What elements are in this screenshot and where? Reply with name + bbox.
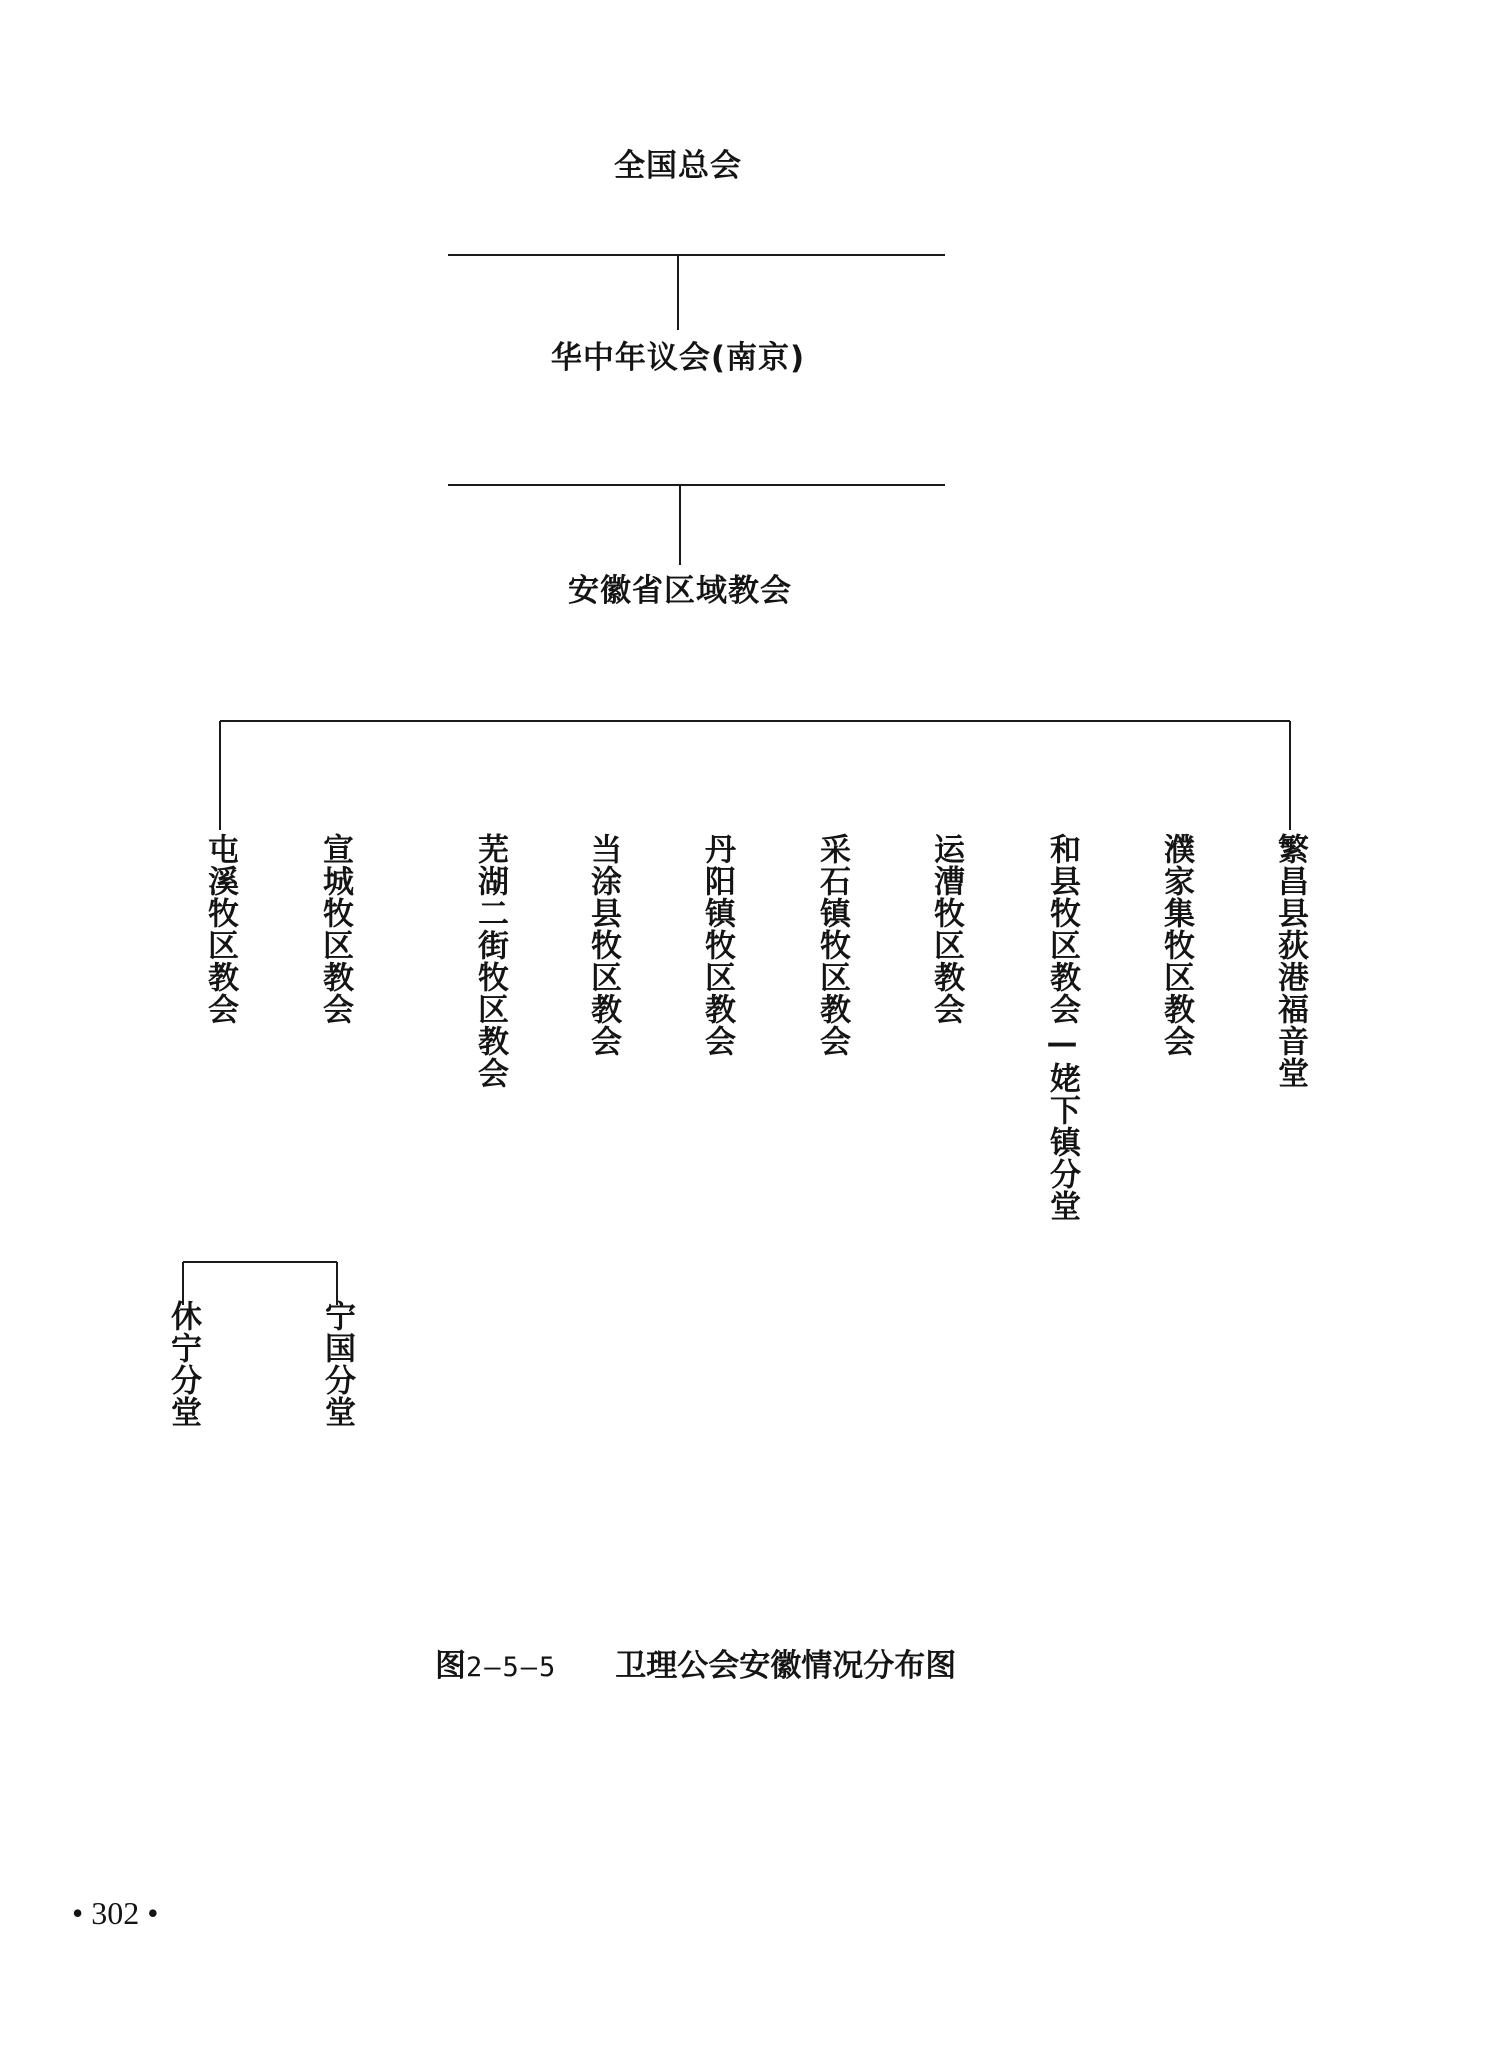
- node-branch-xiuning: 休宁分堂: [165, 1300, 201, 1428]
- node-parish-yuncao: 运漕牧区教会: [928, 833, 964, 1025]
- node-parish-fanchang: 繁昌县荻港福音堂: [1272, 833, 1308, 1089]
- node-parish-caishi: 采石镇牧区教会: [814, 833, 850, 1057]
- node-parish-tunxi: 屯溪牧区教会: [202, 833, 238, 1025]
- node-central-china-conference: 华中年议会(南京): [550, 340, 806, 376]
- node-national-conference: 全国总会: [614, 148, 742, 184]
- node-anhui-district: 安徽省区域教会: [568, 573, 792, 609]
- node-branch-ningguo: 宁国分堂: [319, 1300, 355, 1428]
- figure-caption: [435, 1640, 956, 1685]
- node-parish-hexian: 和县牧区教会—姥下镇分堂: [1044, 833, 1080, 1222]
- page-number: • 302 •: [72, 1895, 159, 1931]
- node-parish-pujiaji: 濮家集牧区教会: [1158, 833, 1194, 1057]
- node-parish-danyang: 丹阳镇牧区教会: [699, 833, 735, 1057]
- figure-title: 卫理公会安徽情况分布图: [615, 1648, 957, 1684]
- figure-number: 图2—5—5: [435, 1648, 558, 1684]
- node-parish-dangtu: 当涂县牧区教会: [585, 833, 621, 1057]
- node-parish-xuancheng: 宣城牧区教会: [317, 833, 353, 1025]
- node-parish-wuhu: 芜湖二街牧区教会: [472, 833, 508, 1089]
